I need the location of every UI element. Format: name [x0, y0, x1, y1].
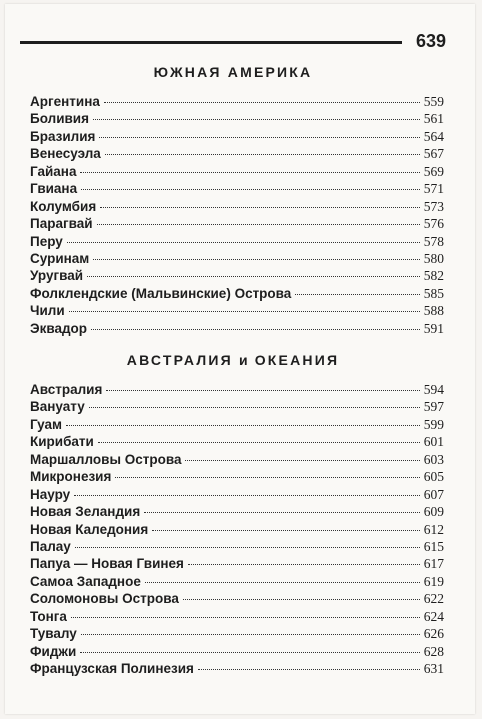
toc-entry-name: Французская Полинезия: [30, 661, 194, 676]
toc-entry-name: Новая Каледония: [30, 521, 149, 537]
toc-entry: [30, 416, 444, 433]
toc-entry: [30, 250, 444, 267]
dot-leader: [74, 495, 420, 496]
toc-entry: [30, 398, 444, 415]
dot-leader: [185, 460, 419, 461]
toc-entry-page: 567: [423, 146, 444, 162]
section-title-part: ОКЕАНИЯ: [254, 352, 340, 368]
toc-entry-name: Австралия: [30, 382, 103, 397]
dot-leader: [99, 137, 419, 138]
toc-entry: [30, 215, 444, 232]
toc-entry-page: 576: [423, 216, 444, 232]
toc-entry: [30, 381, 444, 398]
dot-leader: [71, 617, 420, 618]
toc-entry-name: Колумбия: [30, 198, 97, 214]
toc-entry: [30, 163, 444, 180]
toc-entry-page: 591: [423, 320, 444, 336]
toc-entry-name: Аргентина: [30, 94, 100, 109]
dot-leader: [104, 102, 420, 103]
toc-entry-page: 580: [423, 250, 444, 266]
toc-entry: [30, 110, 444, 127]
toc-entry: [30, 573, 444, 590]
dot-leader: [93, 119, 420, 120]
toc-entry: [30, 93, 444, 110]
toc-entry: [30, 198, 444, 215]
toc-entry-page: 561: [423, 111, 444, 127]
toc-entry-page: 615: [423, 538, 444, 554]
toc-entry-page: 578: [423, 233, 444, 249]
toc-entry-page: 612: [423, 521, 444, 537]
dot-leader: [87, 276, 420, 277]
toc-entry-name: Венесуэла: [30, 146, 101, 162]
toc-entry-page: 619: [423, 573, 444, 589]
toc-entry-page: 588: [423, 303, 444, 319]
dot-leader: [93, 259, 419, 260]
toc-entry-page: 631: [423, 661, 444, 676]
toc-entry: [30, 521, 444, 538]
toc-entry-page: 599: [423, 416, 444, 432]
toc-entry: [30, 625, 444, 642]
dot-leader: [81, 189, 420, 190]
toc-entry: [30, 233, 444, 250]
toc-entry: [30, 285, 444, 302]
page-number: 639: [415, 31, 446, 51]
toc-entry: [30, 486, 444, 503]
toc-entry-name: Тувалу: [30, 626, 77, 642]
toc-entry-name: Тонга: [30, 608, 67, 624]
page-header: [20, 30, 446, 52]
toc-entry: [30, 590, 444, 607]
toc-entry-page: 624: [423, 608, 444, 624]
dot-leader: [115, 477, 419, 478]
section-title-part: и: [239, 352, 249, 368]
dot-leader: [75, 547, 420, 548]
dot-leader: [105, 154, 420, 155]
dot-leader: [152, 530, 420, 531]
toc-entry-name: Науру: [30, 486, 71, 502]
toc-entry-page: 569: [423, 163, 444, 179]
section-title-australia-oceania: [20, 352, 446, 368]
dot-leader: [80, 652, 419, 653]
toc-entry-name: Гвиана: [30, 181, 78, 197]
toc-entry: [30, 267, 444, 284]
toc-entry: [30, 433, 444, 450]
toc-entry: [30, 555, 444, 572]
toc-entry-name: Микронезия: [30, 469, 112, 485]
toc-entry: [30, 302, 444, 319]
toc-entry-name: Папуа — Новая Гвинея: [30, 556, 184, 572]
dot-leader: [81, 634, 420, 635]
toc-entry-page: 559: [423, 94, 444, 109]
toc-entry-name: Бразилия: [30, 128, 96, 144]
toc-entry-page: 609: [423, 504, 444, 520]
toc-entry-page: 601: [423, 434, 444, 450]
toc-entry-page: 622: [423, 591, 444, 607]
toc-entry-page: 603: [423, 451, 444, 467]
toc-entry-name: Палау: [30, 538, 71, 554]
header-rule: [20, 41, 402, 44]
toc-entry: [30, 660, 444, 677]
toc-entry-name: Эквадор: [30, 320, 88, 336]
toc-entry: [30, 608, 444, 625]
toc-entry-page: 628: [423, 643, 444, 659]
toc-entry: [30, 128, 444, 145]
toc-entry-page: 564: [423, 128, 444, 144]
toc-entry-name: Перу: [30, 233, 63, 249]
dot-leader: [145, 582, 420, 583]
toc-entry-name: Новая Зеландия: [30, 504, 141, 520]
toc-list-south-america: [30, 93, 444, 337]
toc-entry-name: Фиджи: [30, 643, 77, 659]
toc-entry-name: Гайана: [30, 163, 77, 179]
dot-leader: [69, 311, 420, 312]
toc-entry-name: Кирибати: [30, 434, 94, 450]
toc-entry: [30, 320, 444, 337]
toc-entry-name: Вануату: [30, 399, 85, 415]
toc-entry-page: 594: [423, 382, 444, 397]
toc-entry-page: 626: [423, 626, 444, 642]
toc-entry-page: 573: [423, 198, 444, 214]
dot-leader: [91, 329, 420, 330]
dot-leader: [295, 294, 419, 295]
dot-leader: [97, 224, 420, 225]
dot-leader: [198, 669, 420, 670]
toc-entry-name: Гуам: [30, 416, 62, 432]
toc-entry: [30, 180, 444, 197]
toc-entry-name: Фолклендские (Мальвинские) Острова: [30, 285, 292, 301]
toc-entry-name: Парагвай: [30, 216, 93, 232]
dot-leader: [100, 207, 420, 208]
toc-entry-name: Уругвай: [30, 268, 84, 284]
toc-entry-page: 607: [423, 486, 444, 502]
dot-leader: [98, 442, 420, 443]
toc-entry: [30, 643, 444, 660]
dot-leader: [144, 512, 420, 513]
toc-entry-page: 617: [423, 556, 444, 572]
toc-entry: [30, 503, 444, 520]
section-title-south-america: ЮЖНАЯ АМЕРИКА: [153, 64, 313, 80]
toc-entry-name: Суринам: [30, 250, 90, 266]
toc-entry-page: 582: [423, 268, 444, 284]
toc-entry: [30, 145, 444, 162]
toc-entry-name: Соломоновы Острова: [30, 591, 179, 607]
toc-entry-page: 585: [423, 285, 444, 301]
dot-leader: [89, 407, 420, 408]
toc-entry-name: Чили: [30, 303, 65, 319]
dot-leader: [183, 599, 420, 600]
toc-entry-page: 605: [423, 469, 444, 485]
dot-leader: [66, 425, 420, 426]
toc-entry-name: Боливия: [30, 111, 89, 127]
toc-entry-name: Маршалловы Острова: [30, 451, 182, 467]
toc-entry-page: 571: [423, 181, 444, 197]
toc-entry: [30, 538, 444, 555]
dot-leader: [188, 564, 420, 565]
dot-leader: [67, 242, 420, 243]
toc-entry-name: Самоа Западное: [30, 573, 141, 589]
dot-leader: [106, 390, 419, 391]
toc-entry: [30, 468, 444, 485]
toc-list-australia-oceania: [30, 381, 444, 677]
dot-leader: [80, 172, 419, 173]
toc-entry-page: 597: [423, 399, 444, 415]
section-title-part: АВСТРАЛИЯ: [126, 352, 233, 368]
toc-entry: [30, 451, 444, 468]
